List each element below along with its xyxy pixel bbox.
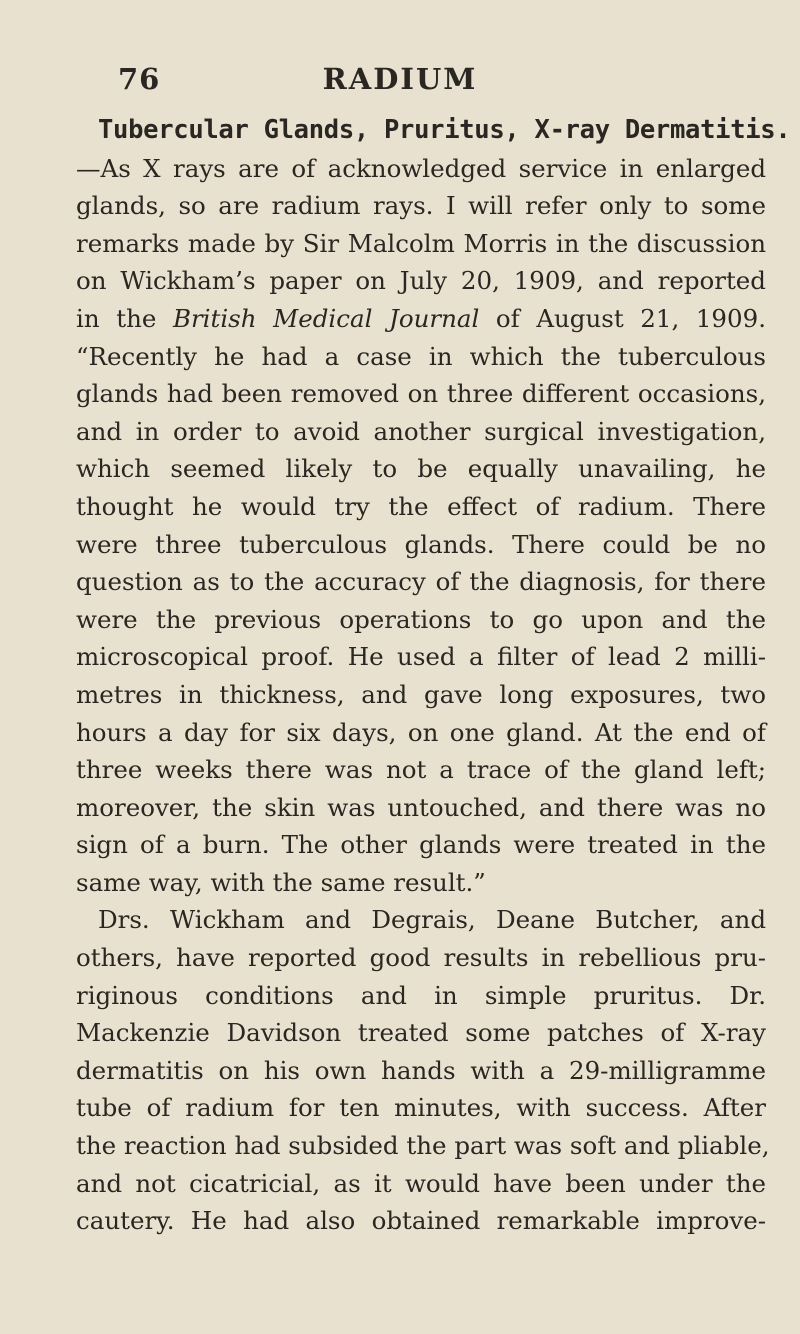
text-line: were the previous operations to go upon and the [76,604,766,634]
text-line: riginous conditions and in simple pruritus. Dr. [76,980,766,1010]
text-line: and not cicatricial, as it would have been under the [76,1168,766,1198]
text-line: dermatitis on his own hands with a 29-milligramme [76,1055,766,1085]
text-line: tube of radium for ten minutes, with success. After [76,1093,766,1123]
text-fragment: of August 21, 1909. [479,303,766,333]
text-line: question as to the accuracy of the diagnosis, for there [76,567,766,597]
text-line: Mackenzie Davidson treated some patches of X-ray [76,1018,766,1048]
page-number: 76 [118,62,161,96]
text-line [76,300,766,338]
text-line: Drs. Wickham and Degrais, Deane Butcher, and [98,905,766,935]
text-line: —As X rays are of acknowledged service in enlarged [76,153,766,183]
text-line: metres in thickness, and gave long exposures, two [76,679,766,709]
text-line: moreover, the skin was untouched, and there was no [76,792,766,822]
text-fragment: in the [76,303,173,333]
text-line: which seemed likely to be equally unavailing, he [76,454,766,484]
journal-title: British Medical Journal [172,303,480,333]
text-line: the reaction had subsided the part was soft and pliable, [76,1131,770,1161]
text-line: hours a day for six days, on one gland. At the end of [76,717,766,747]
text-line: and in order to avoid another surgical investigation, [76,416,766,446]
text-line: glands had been removed on three different occasions, [76,379,766,409]
text-line: on Wickham’s paper on July 20, 1909, and reported [76,266,766,296]
text-line: cautery. He had also obtained remarkable improve- [76,1206,766,1236]
text-line: microscopical proof. He used a filter of lead 2 milli- [76,642,766,672]
text-line: glands, so are radium rays. I will refer only to some [76,191,766,221]
text-line: three weeks there was not a trace of the gland left; [76,755,766,785]
text-line: remarks made by Sir Malcolm Morris in the discussion [76,228,766,258]
text-line: sign of a burn. The other glands were treated in the [76,830,766,860]
text-line: “Recently he had a case in which the tuberculous [76,341,766,371]
text-line: were three tuberculous glands. There could be no [76,529,766,559]
running-head: RADIUM [322,62,478,96]
text-line: others, have reported good results in rebellious pru- [76,943,766,973]
text-line: same way, with the same result.” [76,867,486,897]
section-heading: Tubercular Glands, Pruritus, X-ray Dermatitis. [98,115,791,145]
body-text [76,112,791,1240]
page-header [0,62,800,102]
text-line: thought he would try the effect of radium. There [76,491,766,521]
